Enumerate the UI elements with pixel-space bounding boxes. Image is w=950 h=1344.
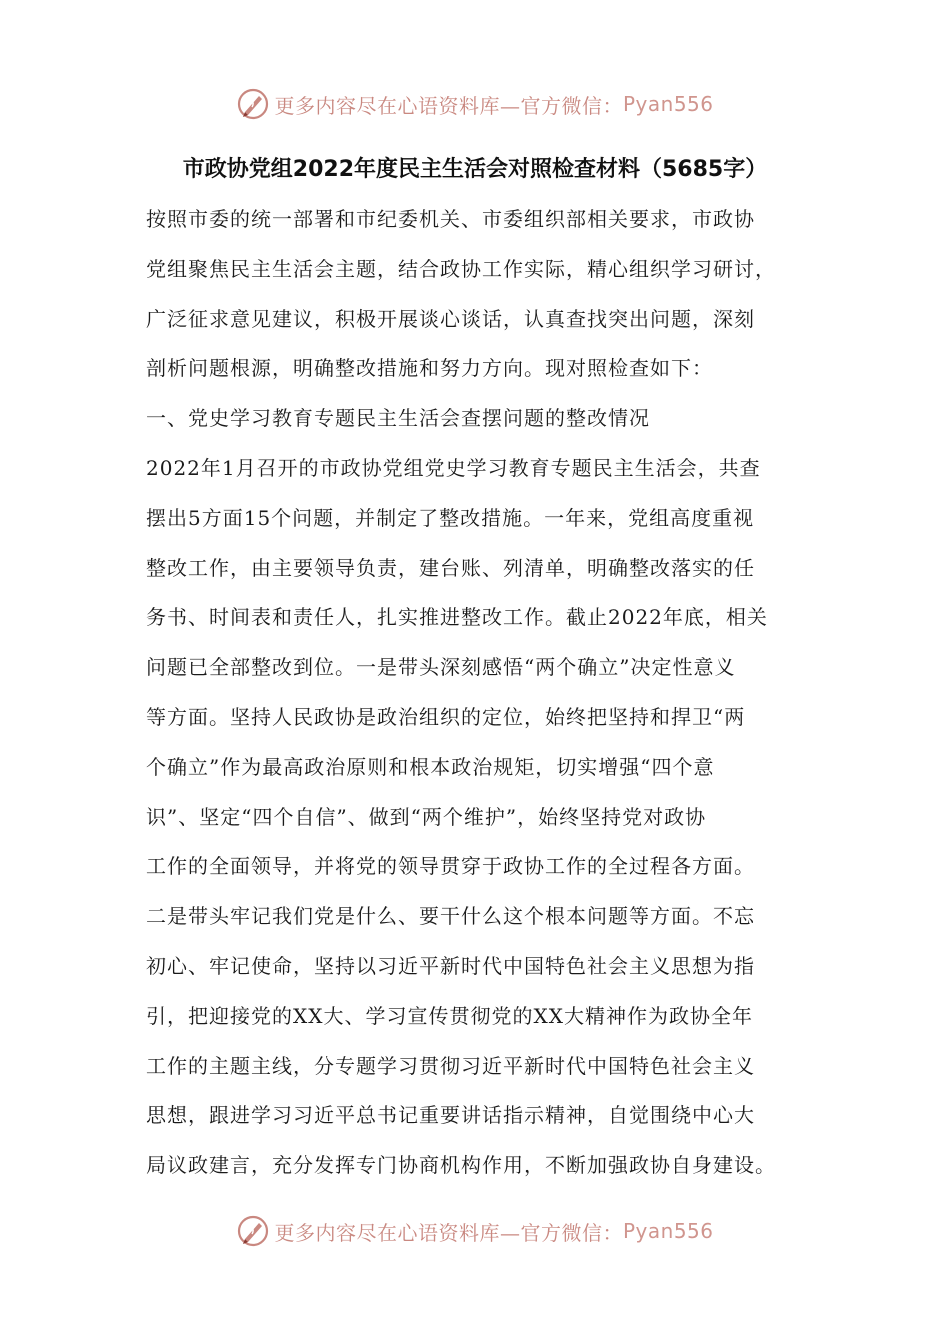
document-body — [146, 195, 826, 1191]
body-line: 个确立”作为最高政治原则和根本政治规矩，切实增强“四个意 — [146, 754, 715, 779]
body-line: 按照市委的统一部署和市纪委机关、市委组织部相关要求，市政协 — [146, 207, 755, 231]
body-line: 局议政建言，充分发挥专门协商机构作用，不断加强政协自身建设。 — [146, 1153, 776, 1178]
body-line: 工作的主题主线，分专题学习贯彻习近平新时代中国特色社会主义 — [146, 1053, 755, 1078]
banner-text: 更多内容尽在心语资料库—官方微信： — [274, 93, 623, 118]
body-line: 2022年1月召开的市政协党组党史学习教育专题民主生活会，共查 — [146, 455, 761, 480]
pen-logo-icon — [236, 1214, 270, 1248]
body-line: 整改工作，由主要领导负责，建台账、列清单，明确整改落实的任 — [146, 555, 755, 580]
section-heading: 一、党史学习教育专题民主生活会查摆问题的整改情况 — [146, 406, 650, 431]
body-line: 思想，跟进学习习近平总书记重要讲话指示精神，自觉围绕中心大 — [146, 1103, 755, 1128]
banner-wechat-id: Pyan556 — [622, 92, 714, 116]
body-line: 等方面。坚持人民政协是政治组织的定位，始终把坚持和捍卫“两 — [146, 704, 746, 729]
body-line: 识”、坚定“四个自信”、做到“两个维护”，始终坚持党对政协 — [146, 804, 707, 829]
document-title: 市政协党组2022年度民主生活会对照检查材料（5685字） — [182, 157, 768, 182]
header-watermark-banner — [0, 84, 950, 124]
body-line: 广泛征求意见建议，积极开展谈心谈话，认真查找突出问题，深刻 — [146, 306, 755, 331]
body-line: 务书、时间表和责任人，扎实推进整改工作。截止2022年底，相关 — [146, 605, 768, 630]
body-line: 工作的全面领导，并将党的领导贯穿于政协工作的全过程各方面。 — [146, 854, 755, 879]
body-line: 初心、牢记使命，坚持以习近平新时代中国特色社会主义思想为指 — [146, 953, 755, 978]
banner-wechat-id: Pyan556 — [622, 1219, 714, 1243]
body-line: 摆出5方面15个问题，并制定了整改措施。一年来，党组高度重视 — [146, 505, 755, 530]
pen-logo-icon — [236, 87, 270, 121]
body-line: 二是带头牢记我们党是什么、要干什么这个根本问题等方面。不忘 — [146, 904, 755, 929]
body-line: 引，把迎接党的XX大、学习宣传贯彻党的XX大精神作为政协全年 — [146, 1003, 753, 1028]
footer-watermark-banner — [0, 1211, 950, 1251]
body-line: 党组聚焦民主生活会主题，结合政协工作实际，精心组织学习研讨， — [146, 256, 776, 281]
banner-text: 更多内容尽在心语资料库—官方微信： — [274, 1220, 623, 1245]
body-line: 问题已全部整改到位。一是带头深刻感悟“两个确立”决定性意义 — [146, 655, 736, 680]
body-line: 剖析问题根源，明确整改措施和努力方向。现对照检查如下： — [146, 356, 713, 381]
